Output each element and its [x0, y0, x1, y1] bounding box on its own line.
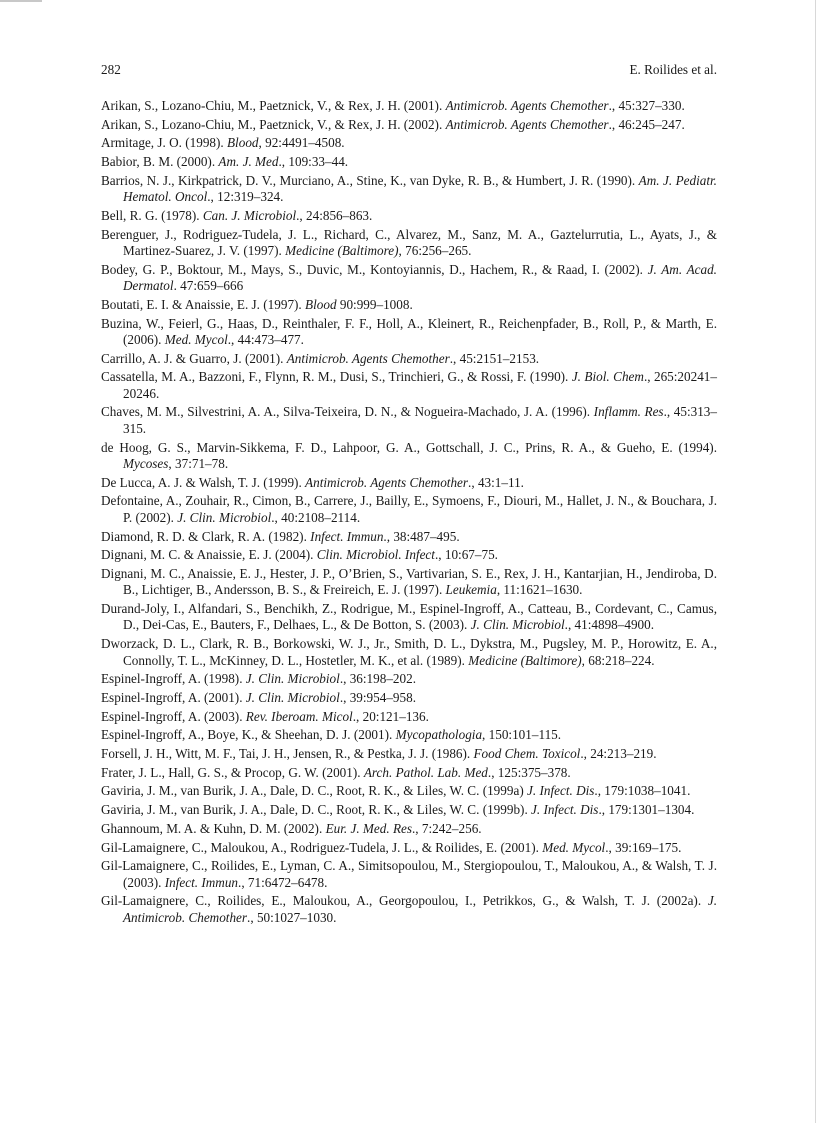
reference-volume-pages: ., 125:375–378. [487, 764, 571, 780]
reference-authors-year: Dignani, M. C. & Anaissie, E. J. (2004). [101, 547, 317, 563]
reference-volume-pages: ., 45:2151–2153. [449, 350, 540, 366]
reference-entry [101, 262, 717, 295]
reference-entry [101, 475, 717, 491]
reference-journal: Blood [227, 135, 259, 151]
reference-journal: Am. J. Pediatr. Hematol. Oncol [123, 172, 717, 205]
reference-authors-year: Gil-Lamaignere, C., Roilides, E., Lyman, C. A., Simitsopoulou, M., Stergiopoulou, T., Maloukou, A., & Walsh, T. J. (2003). [101, 858, 717, 890]
reference-volume-pages: , 76:256–265. [398, 243, 472, 259]
reference-journal: J. Clin. Microbiol [177, 509, 272, 525]
reference-journal: Antimicrob. Agents Chemother [305, 474, 469, 490]
reference-entry [101, 529, 717, 545]
running-author: E. Roilides et al. [629, 62, 717, 77]
reference-volume-pages: ., 10:67–75. [434, 547, 498, 563]
reference-journal: Rev. Iberoam. Micol [245, 708, 353, 724]
reference-volume-pages: ., 39:954–958. [339, 689, 417, 705]
reference-volume-pages: ., 45:327–330. [608, 98, 685, 113]
reference-volume-pages: ., 43:1–11. [468, 474, 524, 490]
reference-entry [101, 709, 717, 725]
reference-entry [101, 117, 717, 133]
reference-entry [101, 135, 717, 151]
reference-authors-year: Dignani, M. C., Anaissie, E. J., Hester, J. P., O’Brien, S., Vartivarian, S. E., Rex, J. H., Kantarjian, H., Jendiroba, D. B., Lichtiger, B., Andersson, B. S., & Freireich, E. J. (1997). [101, 565, 717, 598]
reference-journal: Antimicrob. Agents Chemother [445, 116, 609, 132]
reference-volume-pages: ., 7:242–256. [412, 820, 482, 836]
reference-entry [101, 858, 717, 891]
reference-entry [101, 154, 717, 170]
reference-entry [101, 671, 717, 687]
reference-journal: J. Biol. Chem [571, 369, 644, 385]
reference-entry [101, 227, 717, 260]
reference-entry [101, 173, 717, 206]
reference-journal: Blood [305, 296, 337, 312]
reference-volume-pages: . 47:659–666 [173, 278, 244, 294]
reference-authors-year: Dworzack, D. L., Clark, R. B., Borkowski, W. J., Jr., Smith, D. L., Dykstra, M., Pugsley, M. P., Horowitz, E. A., Connolly, T. L., McKinney, D. L., Hostetler, M. K., et al. (1989). [101, 636, 717, 668]
reference-volume-pages: ., 40:2108–2114. [271, 509, 361, 525]
reference-volume-pages: ., 179:1301–1304. [598, 802, 695, 818]
reference-entry [101, 601, 717, 634]
reference-volume-pages: ., 24:213–219. [580, 746, 657, 762]
reference-entry [101, 636, 717, 669]
reference-journal: J. Clin. Microbiol [245, 689, 340, 705]
reference-journal: Can. J. Microbiol [202, 207, 297, 223]
reference-entry [101, 297, 717, 313]
reference-volume-pages: ., 36:198–202. [339, 671, 417, 687]
reference-entry [101, 893, 717, 926]
reference-volume-pages: , 92:4491–4508. [258, 135, 345, 151]
reference-authors-year: Bodey, G. P., Boktour, M., Mays, S., Duvic, M., Kontoyiannis, D., Hachem, R., & Raad, I. (2002). [101, 261, 648, 277]
reference-authors-year: Espinel-Ingroff, A. (2003). [101, 708, 246, 724]
reference-authors-year: Gil-Lamaignere, C., Roilides, E., Maloukou, A., Georgopoulou, I., Petrikkos, G., & Walsh, T. J. (2002a). [101, 893, 708, 909]
reference-entry [101, 690, 717, 706]
reference-journal: Med. Mycol [542, 839, 606, 855]
reference-entry [101, 208, 717, 224]
page-number: 282 [101, 62, 121, 77]
reference-journal: Clin. Microbiol. Infect [316, 547, 435, 563]
reference-authors-year: Gil-Lamaignere, C., Maloukou, A., Rodriguez-Tudela, J. L., & Roilides, E. (2001). [101, 839, 543, 855]
reference-authors-year: Barrios, N. J., Kirkpatrick, D. V., Murciano, A., Stine, K., van Dyke, R. B., & Humbert, J. R. (1990). [101, 172, 639, 188]
reference-journal: Medicine (Baltimore) [468, 652, 582, 668]
reference-authors-year: Babior, B. M. (2000). [101, 154, 219, 170]
reference-authors-year: Carrillo, A. J. & Guarro, J. (2001). [101, 350, 287, 366]
reference-volume-pages: ., 179:1038–1041. [594, 783, 691, 799]
reference-authors-year: Ghannoum, M. A. & Kuhn, D. M. (2002). [101, 820, 326, 836]
reference-authors-year: Boutati, E. I. & Anaissie, E. J. (1997). [101, 296, 306, 312]
reference-volume-pages: ., 39:169–175. [605, 839, 682, 855]
reference-entry [101, 98, 717, 114]
reference-journal: Antimicrob. Agents Chemother [286, 350, 450, 366]
reference-entry [101, 566, 717, 599]
reference-authors-year: de Hoog, G. S., Marvin-Sikkema, F. D., Lahpoor, G. A., Gottschall, J. C., Prins, R. A., & Gueho, E. (1994). [101, 439, 717, 455]
reference-authors-year: Cassatella, M. A., Bazzoni, F., Flynn, R. M., Dusi, S., Trinchieri, G., & Rossi, F. (1990). [101, 369, 572, 385]
reference-volume-pages: ., 71:6472–6478. [238, 874, 328, 890]
reference-volume-pages: 90:999–1008. [336, 296, 413, 312]
reference-entry [101, 840, 717, 856]
reference-entry [101, 765, 717, 781]
reference-authors-year: Diamond, R. D. & Clark, R. A. (1982). [101, 528, 311, 544]
reference-volume-pages: ., 50:1027–1030. [247, 909, 337, 925]
reference-volume-pages: ., 12:319–324. [207, 189, 284, 205]
reference-authors-year: Espinel-Ingroff, A. (2001). [101, 689, 246, 705]
reference-volume-pages: , 150:101–115. [482, 727, 562, 743]
reference-journal: Leukemia [445, 582, 497, 598]
reference-volume-pages: ., 265:20241–20246. [123, 369, 717, 401]
reference-journal: J. Clin. Microbiol [470, 617, 565, 633]
reference-journal: J. Infect. Dis [531, 802, 599, 818]
reference-authors-year: Gaviria, J. M., van Burik, J. A., Dale, D. C., Root, R. K., & Liles, W. C. (1999a) [101, 783, 528, 799]
reference-entry [101, 783, 717, 799]
reference-authors-year: Chaves, M. M., Silvestrini, A. A., Silva-Teixeira, D. N., & Nogueira-Machado, J. A. (1996). [101, 404, 594, 420]
reference-authors-year: Armitage, J. O. (1998). [101, 135, 227, 151]
reference-authors-year: Arikan, S., Lozano-Chiu, M., Paetznick, V., & Rex, J. H. (2002). [101, 116, 446, 132]
reference-volume-pages: , 68:218–224. [581, 652, 655, 668]
reference-volume-pages: ., 45:313–315. [123, 404, 717, 436]
reference-entry [101, 351, 717, 367]
reference-journal: Infect. Immun [164, 874, 239, 890]
reference-authors-year: Gaviria, J. M., van Burik, J. A., Dale, D. C., Root, R. K., & Liles, W. C. (1999b). [101, 802, 532, 818]
reference-authors-year: Forsell, J. H., Witt, M. F., Tai, J. H., Jensen, R., & Pestka, J. J. (1986). [101, 746, 474, 762]
reference-journal: J. Antimicrob. Chemother [123, 893, 717, 925]
reference-authors-year: Durand-Joly, I., Alfandari, S., Benchikh, Z., Rodrigue, M., Espinel-Ingroff, A., Catteau, B., Cordevant, C., Camus, D., Dei-Cas, E., Bauters, F., Delhaes, L., & De Botton, S. (2003). [101, 601, 717, 633]
running-header [101, 62, 717, 80]
reference-journal: Am. J. Med [218, 154, 279, 170]
reference-entry [101, 746, 717, 762]
reference-volume-pages: , 11:1621–1630. [496, 582, 583, 598]
reference-journal: J. Am. Acad. Dermatol [123, 261, 717, 294]
reference-journal: Antimicrob. Agents Chemother [445, 98, 609, 113]
reference-volume-pages: , 37:71–78. [168, 455, 229, 471]
reference-entry [101, 440, 717, 473]
reference-entry [101, 369, 717, 402]
reference-journal: Arch. Pathol. Lab. Med [363, 764, 488, 780]
reference-authors-year: De Lucca, A. J. & Walsh, T. J. (1999). [101, 474, 306, 490]
reference-entry [101, 821, 717, 837]
reference-journal: Inflamm. Res [593, 404, 664, 420]
reference-journal: J. Clin. Microbiol [245, 671, 340, 687]
reference-authors-year: Arikan, S., Lozano-Chiu, M., Paetznick, V., & Rex, J. H. (2001). [101, 98, 446, 113]
reference-entry [101, 547, 717, 563]
reference-volume-pages: ., 24:856–863. [296, 207, 373, 223]
reference-volume-pages: ., 109:33–44. [278, 154, 349, 170]
reference-authors-year: Berenguer, J., Rodriguez-Tudela, J. L., Richard, C., Alvarez, M., Sanz, M. A., Gaztelurrutia, L., Ayats, J., & Martinez-Suarez, J. V. (1997). [101, 226, 717, 259]
reference-authors-year: Bell, R. G. (1978). [101, 207, 203, 223]
reference-volume-pages: ., 38:487–495. [383, 528, 460, 544]
reference-journal: Infect. Immun [310, 528, 384, 544]
reference-authors-year: Espinel-Ingroff, A. (1998). [101, 671, 246, 687]
reference-journal: Mycoses [123, 455, 169, 471]
reference-journal: Food Chem. Toxicol [473, 746, 581, 762]
reference-journal: Eur. J. Med. Res [325, 820, 412, 836]
reference-volume-pages: ., 46:245–247. [608, 116, 685, 132]
reference-journal: Medicine (Baltimore) [285, 243, 399, 259]
reference-entry [101, 802, 717, 818]
reference-entry [101, 727, 717, 743]
reference-journal: Mycopathologia [395, 727, 483, 743]
reference-authors-year: Buzina, W., Feierl, G., Haas, D., Reinthaler, F. F., Holl, A., Kleinert, R., Reichenpfader, B., Roll, P., & Marth, E. (2006). [101, 315, 717, 347]
reference-journal: J. Infect. Dis [527, 783, 595, 799]
reference-authors-year: Espinel-Ingroff, A., Boye, K., & Sheehan, D. J. (2001). [101, 727, 396, 743]
reference-list [101, 98, 717, 928]
reference-entry [101, 493, 717, 526]
reference-entry [101, 404, 717, 437]
reference-journal: Med. Mycol [164, 331, 228, 347]
reference-authors-year: Frater, J. L., Hall, G. S., & Procop, G. W. (2001). [101, 764, 364, 780]
reference-entry [101, 316, 717, 349]
reference-authors-year: Defontaine, A., Zouhair, R., Cimon, B., Carrere, J., Bailly, E., Symoens, F., Diouri, M., Hallet, J. N., & Bouchara, J. P. (2002). [101, 493, 717, 525]
reference-volume-pages: ., 20:121–136. [352, 708, 429, 724]
top-left-edge-mark [0, 0, 42, 2]
reference-volume-pages: ., 44:473–477. [227, 331, 304, 347]
reference-volume-pages: ., 41:4898–4900. [564, 617, 655, 633]
